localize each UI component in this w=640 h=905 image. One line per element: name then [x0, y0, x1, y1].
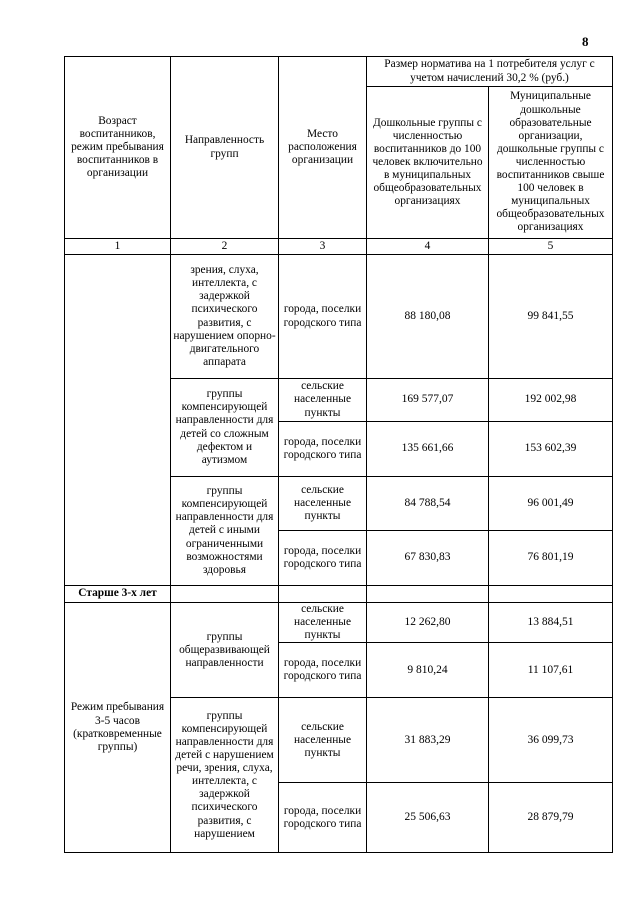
header-row [65, 57, 613, 87]
value-cell: 84 788,54 [367, 477, 489, 531]
value-cell: 28 879,79 [489, 783, 613, 853]
column-number: 2 [171, 239, 279, 255]
header-location: Место расположения организации [279, 57, 367, 239]
location-cell: сельские населенные пункты [279, 603, 367, 643]
section-row [65, 586, 613, 603]
location-cell: сельские населенные пункты [279, 379, 367, 422]
value-cell: 9 810,24 [367, 643, 489, 698]
mode-cell: Режим пребывания 3-5 часов (кратковременные группы) [65, 603, 171, 853]
location-cell: города, поселки городского типа [279, 255, 367, 379]
value-cell: 135 661,66 [367, 422, 489, 477]
table-row [65, 603, 613, 643]
value-cell: 67 830,83 [367, 531, 489, 586]
value-cell: 153 602,39 [489, 422, 613, 477]
direction-cell: группы компенсирующей направленности для детей с иными ограниченными возможностями здоровья [171, 477, 279, 586]
direction-cell: группы компенсирующей направленности для детей со сложным дефектом и аутизмом [171, 379, 279, 477]
value-cell: 88 180,08 [367, 255, 489, 379]
age-cell-continued [65, 255, 171, 586]
section-title: Старше 3-х лет [65, 586, 171, 603]
direction-cell: зрения, слуха, интеллекта, с задержкой психического развития, с нарушением опорно-двигательного аппарата [171, 255, 279, 379]
value-cell: 192 002,98 [489, 379, 613, 422]
page-number: 8 [582, 34, 589, 49]
value-cell: 76 801,19 [489, 531, 613, 586]
header-age-mode: Возраст воспитанников, режим пребывания воспитанников в организации [65, 57, 171, 239]
header-norm-size: Размер норматива на 1 потребителя услуг с учетом начислений 30,2 % (руб.) [367, 57, 613, 87]
table-row [65, 255, 613, 379]
value-cell: 169 577,07 [367, 379, 489, 422]
value-cell: 25 506,63 [367, 783, 489, 853]
header-large-organizations: Муниципальные дошкольные образовательные организации, дошкольные группы с численностью воспитанников свыше 100 человек в муниципальных общеобразовательных организациях [489, 87, 613, 239]
location-cell: города, поселки городского типа [279, 643, 367, 698]
column-number: 3 [279, 239, 367, 255]
location-cell: сельские населенные пункты [279, 477, 367, 531]
value-cell: 96 001,49 [489, 477, 613, 531]
column-number: 4 [367, 239, 489, 255]
column-number: 1 [65, 239, 171, 255]
column-number-row [65, 239, 613, 255]
empty-cell [489, 586, 613, 603]
norm-table [64, 56, 613, 853]
location-cell: города, поселки городского типа [279, 422, 367, 477]
location-cell: города, поселки городского типа [279, 783, 367, 853]
direction-cell: группы общеразвивающей направленности [171, 603, 279, 698]
value-cell: 99 841,55 [489, 255, 613, 379]
empty-cell [367, 586, 489, 603]
value-cell: 36 099,73 [489, 698, 613, 783]
value-cell: 31 883,29 [367, 698, 489, 783]
value-cell: 11 107,61 [489, 643, 613, 698]
value-cell: 13 884,51 [489, 603, 613, 643]
empty-cell [171, 586, 279, 603]
header-small-groups: Дошкольные группы с численностью воспитанников до 100 человек включительно в муниципальных общеобразовательных организациях [367, 87, 489, 239]
column-number: 5 [489, 239, 613, 255]
location-cell: сельские населенные пункты [279, 698, 367, 783]
header-direction: Направленность групп [171, 57, 279, 239]
empty-cell [279, 586, 367, 603]
value-cell: 12 262,80 [367, 603, 489, 643]
direction-cell: группы компенсирующей направленности для детей с нарушением речи, зрения, слуха, интеллекта, с задержкой психического развития, с нарушением [171, 698, 279, 853]
location-cell: города, поселки городского типа [279, 531, 367, 586]
